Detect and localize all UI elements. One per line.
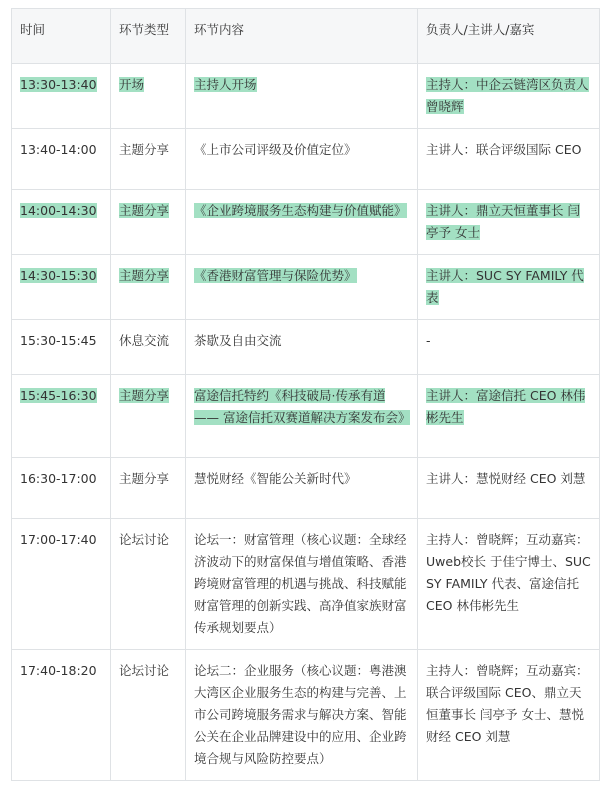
table-row: [12, 190, 600, 255]
cell-text: 主持人：中企云链湾区负责人 曾晓辉: [426, 77, 589, 114]
header-time: 时间: [12, 9, 111, 64]
cell-type: [111, 255, 186, 320]
cell-text: 主持人：曾晓辉；互动嘉宾：Uweb校长 于佳宁博士、SUC SY FAMILY 代表、富途信托 CEO 林伟彬先生: [426, 532, 591, 613]
cell-type: [111, 129, 186, 190]
cell-person: [418, 320, 600, 375]
cell-person: [418, 64, 600, 129]
cell-person: [418, 190, 600, 255]
table-row: [12, 64, 600, 129]
cell-text: 《香港财富管理与保险优势》: [194, 268, 357, 283]
header-person: 负责人/主讲人/嘉宾: [418, 9, 600, 64]
cell-text: 13:30-13:40: [20, 77, 97, 92]
cell-text: 17:40-18:20: [20, 663, 97, 678]
cell-type: [111, 650, 186, 781]
cell-time: [12, 375, 111, 458]
cell-person: [418, 650, 600, 781]
header-content: 环节内容: [186, 9, 418, 64]
cell-text: 《企业跨境服务生态构建与价值赋能》: [194, 203, 407, 218]
cell-text: 开场: [119, 77, 145, 92]
cell-text: 14:30-15:30: [20, 268, 97, 283]
table-row: [12, 129, 600, 190]
cell-content: [186, 519, 418, 650]
cell-text: 主题分享: [119, 471, 170, 486]
cell-type: [111, 458, 186, 519]
cell-type: [111, 375, 186, 458]
cell-content: [186, 190, 418, 255]
cell-content: [186, 458, 418, 519]
cell-text: 16:30-17:00: [20, 471, 97, 486]
cell-text: 主题分享: [119, 142, 170, 157]
cell-time: [12, 190, 111, 255]
cell-time: [12, 458, 111, 519]
cell-text: 主持人：曾晓辉；互动嘉宾：联合评级国际 CEO、鼎立天恒董事长 闫亭予 女士、慧悦财经 CEO 刘慧: [426, 663, 589, 744]
cell-text: 论坛一：财富管理（核心议题：全球经济波动下的财富保值与增值策略、香港跨境财富管理的机遇与挑战、科技赋能财富管理的创新实践、高净值家族财富传承规划要点）: [194, 532, 407, 635]
cell-text: -: [426, 333, 431, 348]
cell-time: [12, 650, 111, 781]
cell-text: 富途信托特约《科技破局·传承有道 —— 富途信托双赛道解决方案发布会》: [194, 388, 411, 425]
cell-text: 主持人开场: [194, 77, 257, 92]
table-row: [12, 650, 600, 781]
cell-text: 《上市公司评级及价值定位》: [194, 142, 357, 157]
cell-type: [111, 64, 186, 129]
cell-person: [418, 458, 600, 519]
cell-text: 14:00-14:30: [20, 203, 97, 218]
cell-text: 15:30-15:45: [20, 333, 97, 348]
cell-text: 论坛二：企业服务（核心议题：粤港澳大湾区企业服务生态的构建与完善、上市公司跨境服务需求与解决方案、智能公关在企业品牌建设中的应用、企业跨境合规与风险防控要点）: [194, 663, 407, 766]
cell-text: 主讲人：鼎立天恒董事长 闫亭予 女士: [426, 203, 580, 240]
cell-text: 15:45-16:30: [20, 388, 97, 403]
table-row: [12, 375, 600, 458]
table-row: [12, 458, 600, 519]
cell-text: 慧悦财经《智能公关新时代》: [194, 471, 357, 486]
cell-text: 主讲人：SUC SY FAMILY 代表: [426, 268, 584, 305]
cell-content: [186, 650, 418, 781]
cell-text: 茶歇及自由交流: [194, 333, 282, 348]
cell-content: [186, 64, 418, 129]
table-row: [12, 320, 600, 375]
cell-text: 主讲人：慧悦财经 CEO 刘慧: [426, 471, 586, 486]
cell-text: 论坛讨论: [119, 532, 170, 547]
cell-content: [186, 320, 418, 375]
cell-time: [12, 255, 111, 320]
table-row: [12, 519, 600, 650]
header-row: [12, 9, 600, 64]
cell-text: 主题分享: [119, 203, 170, 218]
cell-content: [186, 255, 418, 320]
header-type: 环节类型: [111, 9, 186, 64]
cell-person: [418, 255, 600, 320]
cell-person: [418, 375, 600, 458]
cell-text: 主题分享: [119, 268, 170, 283]
cell-time: [12, 64, 111, 129]
cell-text: 13:40-14:00: [20, 142, 97, 157]
cell-time: [12, 129, 111, 190]
cell-type: [111, 320, 186, 375]
cell-text: 论坛讨论: [119, 663, 170, 678]
cell-type: [111, 190, 186, 255]
cell-time: [12, 320, 111, 375]
cell-text: 主讲人：联合评级国际 CEO: [426, 142, 582, 157]
cell-text: 17:00-17:40: [20, 532, 97, 547]
schedule-table: [11, 8, 600, 781]
cell-content: [186, 375, 418, 458]
table-row: [12, 255, 600, 320]
cell-text: 主讲人：富途信托 CEO 林伟彬先生: [426, 388, 586, 425]
cell-person: [418, 519, 600, 650]
cell-person: [418, 129, 600, 190]
cell-text: 主题分享: [119, 388, 170, 403]
cell-content: [186, 129, 418, 190]
cell-time: [12, 519, 111, 650]
cell-type: [111, 519, 186, 650]
cell-text: 休息交流: [119, 333, 170, 348]
